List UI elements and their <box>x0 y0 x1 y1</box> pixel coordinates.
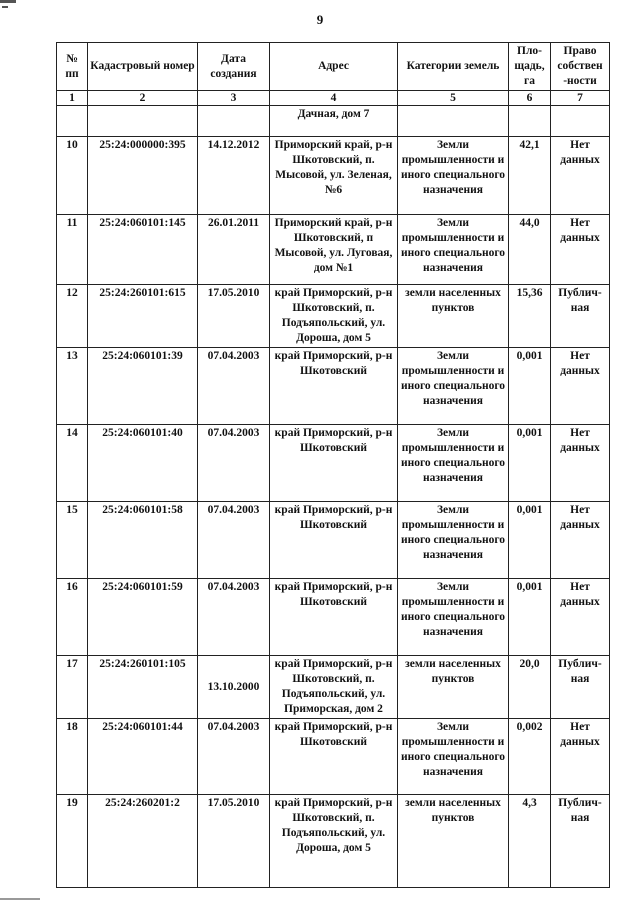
area: 4,3 <box>509 795 551 888</box>
table-row <box>57 285 610 348</box>
creation-date: 17.05.2010 <box>198 285 270 348</box>
land-category: Земли промышленности и иного специального назначения <box>398 579 509 656</box>
header-cadastral: Кадастровый номер <box>88 43 198 91</box>
address: край Приморский, р-н Шкотовский <box>270 579 398 656</box>
header-right: Право собствен -ности <box>551 43 610 91</box>
land-category: земли населенных пунктов <box>398 656 509 719</box>
row-number: 11 <box>57 215 88 285</box>
creation-date: 26.01.2011 <box>198 215 270 285</box>
land-category: земли населенных пунктов <box>398 285 509 348</box>
header-date: Дата создания <box>198 43 270 91</box>
creation-date: 13.10.2000 <box>198 656 270 719</box>
table-row <box>57 348 610 425</box>
address: край Приморский, р-н Шкотовский <box>270 348 398 425</box>
row-number: 13 <box>57 348 88 425</box>
cadastral-number: 25:24:260101:105 <box>88 656 198 719</box>
cadastral-number: 25:24:260201:2 <box>88 795 198 888</box>
creation-date: 07.04.2003 <box>198 502 270 579</box>
ownership-right: Нет данных <box>551 719 610 795</box>
land-category: Земли промышленности и иного специального назначения <box>398 348 509 425</box>
row-number: 14 <box>57 425 88 502</box>
table-cell <box>509 106 551 137</box>
cadastral-number: 25:24:060101:58 <box>88 502 198 579</box>
cadastral-number: 25:24:260101:615 <box>88 285 198 348</box>
area: 0,002 <box>509 719 551 795</box>
row-number: 18 <box>57 719 88 795</box>
address: край Приморский, р-н Шкотовский <box>270 425 398 502</box>
table-row <box>57 502 610 579</box>
cadastral-number: 25:24:060101:145 <box>88 215 198 285</box>
header-area: Пло-щадь, га <box>509 43 551 91</box>
header-address: Адрес <box>270 43 398 91</box>
creation-date: 17.05.2010 <box>198 795 270 888</box>
land-category: Земли промышленности и иного специального назначения <box>398 137 509 215</box>
table-row <box>57 215 610 285</box>
table-cell <box>57 106 88 137</box>
carryover-address: Дачная, дом 7 <box>270 106 398 137</box>
table-row <box>57 719 610 795</box>
address: Приморский край, р-н Шкотовский, п. Мысовой, ул. Зеленая, №6 <box>270 137 398 215</box>
address: край Приморский, р-н Шкотовский, п. Подъяпольский, ул. Дороша, дом 5 <box>270 285 398 348</box>
area: 44,0 <box>509 215 551 285</box>
table-cell <box>398 106 509 137</box>
ownership-right: Нет данных <box>551 215 610 285</box>
column-number: 1 <box>57 91 88 106</box>
creation-date: 14.12.2012 <box>198 137 270 215</box>
address: край Приморский, р-н Шкотовский <box>270 502 398 579</box>
cadastral-number: 25:24:060101:40 <box>88 425 198 502</box>
land-category: Земли промышленности и иного специального назначения <box>398 719 509 795</box>
land-category: земли населенных пунктов <box>398 795 509 888</box>
column-number: 3 <box>198 91 270 106</box>
area: 0,001 <box>509 348 551 425</box>
address: край Приморский, р-н Шкотовский <box>270 719 398 795</box>
ownership-right: Нет данных <box>551 348 610 425</box>
ownership-right: Нет данных <box>551 425 610 502</box>
row-number: 17 <box>57 656 88 719</box>
row-number: 15 <box>57 502 88 579</box>
ownership-right: Публич-ная <box>551 656 610 719</box>
page-number: 9 <box>316 12 324 27</box>
address: Приморский край, р-н Шкотовский, п Мысовой, ул. Луговая, дом №1 <box>270 215 398 285</box>
ownership-right: Нет данных <box>551 502 610 579</box>
creation-date: 07.04.2003 <box>198 719 270 795</box>
row-number: 16 <box>57 579 88 656</box>
table-cell <box>198 106 270 137</box>
ownership-right: Нет данных <box>551 137 610 215</box>
header-num: № пп <box>57 43 88 91</box>
cadastral-number: 25:24:060101:44 <box>88 719 198 795</box>
creation-date: 07.04.2003 <box>198 579 270 656</box>
row-number: 19 <box>57 795 88 888</box>
cadastral-number: 25:24:060101:39 <box>88 348 198 425</box>
column-number: 7 <box>551 91 610 106</box>
scan-mark-left <box>2 6 8 8</box>
table-row <box>57 795 610 888</box>
area: 20,0 <box>509 656 551 719</box>
area: 0,001 <box>509 425 551 502</box>
row-number: 12 <box>57 285 88 348</box>
area: 15,36 <box>509 285 551 348</box>
ownership-right: Нет данных <box>551 579 610 656</box>
area: 0,001 <box>509 502 551 579</box>
land-registry-table <box>56 42 610 888</box>
header-row <box>57 43 610 91</box>
scan-mark-bottom-left <box>0 898 40 900</box>
table-cell <box>551 106 610 137</box>
column-number: 5 <box>398 91 509 106</box>
table-row <box>57 137 610 215</box>
scan-mark-top-left <box>0 0 16 3</box>
creation-date: 07.04.2003 <box>198 425 270 502</box>
table-row <box>57 656 610 719</box>
column-number: 6 <box>509 91 551 106</box>
row-number: 10 <box>57 137 88 215</box>
area: 0,001 <box>509 579 551 656</box>
table-cell <box>88 106 198 137</box>
carryover-row <box>57 106 610 137</box>
address: край Приморский, р-н Шкотовский, п. Подъяпольский, ул. Приморская, дом 2 <box>270 656 398 719</box>
column-number: 2 <box>88 91 198 106</box>
column-number-row <box>57 91 610 106</box>
address: край Приморский, р-н Шкотовский, п. Подъяпольский, ул. Дороша, дом 5 <box>270 795 398 888</box>
ownership-right: Публич-ная <box>551 795 610 888</box>
area: 42,1 <box>509 137 551 215</box>
land-category: Земли промышленности и иного специального назначения <box>398 425 509 502</box>
table-row <box>57 579 610 656</box>
ownership-right: Публич-ная <box>551 285 610 348</box>
table-row <box>57 425 610 502</box>
cadastral-number: 25:24:000000:395 <box>88 137 198 215</box>
land-category: Земли промышленности и иного специального назначения <box>398 215 509 285</box>
column-number: 4 <box>270 91 398 106</box>
land-category: Земли промышленности и иного специального назначения <box>398 502 509 579</box>
header-category: Категории земель <box>398 43 509 91</box>
cadastral-number: 25:24:060101:59 <box>88 579 198 656</box>
creation-date: 07.04.2003 <box>198 348 270 425</box>
